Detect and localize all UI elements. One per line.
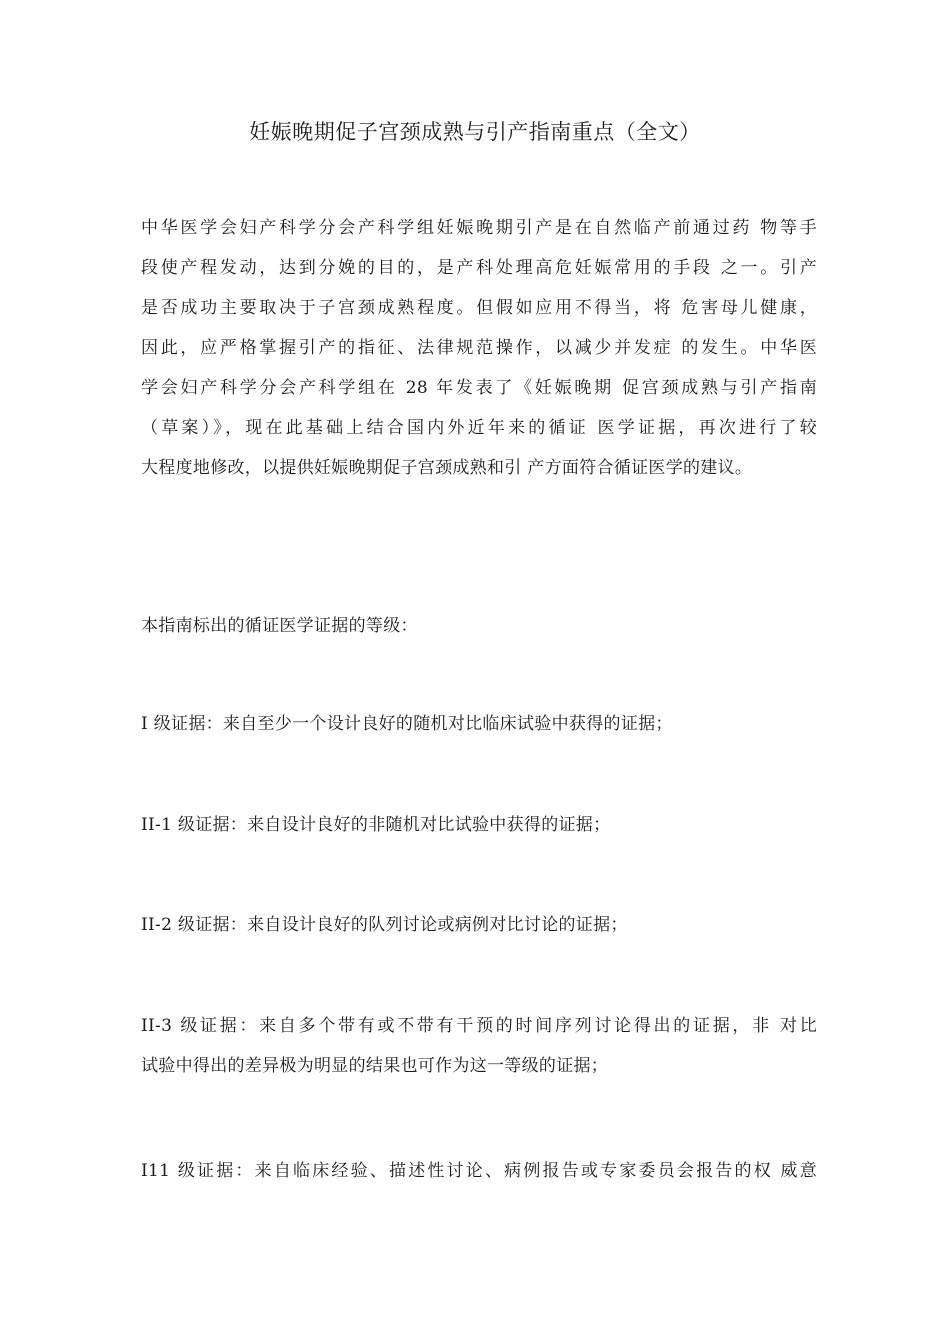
paragraph-line: 大程度地修改，以提供妊娠晚期促子宫颈成熟和引 产方面符合循证医学的建议。: [141, 458, 753, 478]
heading-text: 本指南标出的循证医学证据的等级：: [141, 616, 418, 636]
paragraph-line: 试验中得出的差异极为明显的结果也可作为这一等级的证据；: [141, 1056, 609, 1076]
paragraph-line: （草案）》，现在此基础上结合国内外近年来的循证 医学证据，再次进行了较: [141, 418, 817, 438]
level-text: II-2 级证据：来自设计良好的队列讨论或病例对比讨论的证据；: [141, 915, 628, 935]
evidence-level-3: [141, 1151, 817, 1191]
paragraph-line: 段使产程发动，达到分娩的目的，是产科处理高危妊娠常用的手段 之一。引产: [141, 258, 817, 278]
paragraph-line: 因此，应严格掌握引产的指征、法律规范操作，以减少并发症 的发生。中华医: [141, 338, 817, 358]
evidence-level-2-2: [141, 905, 817, 945]
paragraph-line: 学会妇产科学分会产科学组在 28 年发表了《妊娠晚期 促宫颈成熟与引产指南: [141, 378, 817, 398]
paragraph-line: II-3 级证据：来自多个带有或不带有干预的时间序列讨论得出的证据，非 对比: [141, 1016, 817, 1036]
evidence-level-1: [141, 704, 817, 744]
evidence-level-2-1: [141, 805, 817, 845]
paragraph-line: 是否成功主要取决于子宫颈成熟程度。但假如应用不得当，将 危害母儿健康，: [141, 298, 817, 318]
level-text: II-1 级证据：来自设计良好的非随机对比试验中获得的证据；: [141, 815, 611, 835]
level-text: I 级证据：来自至少一个设计良好的随机对比临床试验中获得的证据；: [141, 714, 673, 734]
evidence-heading: [141, 606, 817, 646]
document-title: 妊娠晚期促子宫颈成熟与引产指南重点（全文）: [249, 120, 701, 144]
intro-paragraph: [141, 208, 817, 488]
evidence-level-2-3: [141, 1006, 817, 1086]
paragraph-line: 中华医学会妇产科学分会产科学组妊娠晚期引产是在自然临产前通过药 物等手: [141, 218, 817, 238]
paragraph-line: I11 级证据：来自临床经验、描述性讨论、病例报告或专家委员会报告的权 威意: [141, 1161, 817, 1181]
